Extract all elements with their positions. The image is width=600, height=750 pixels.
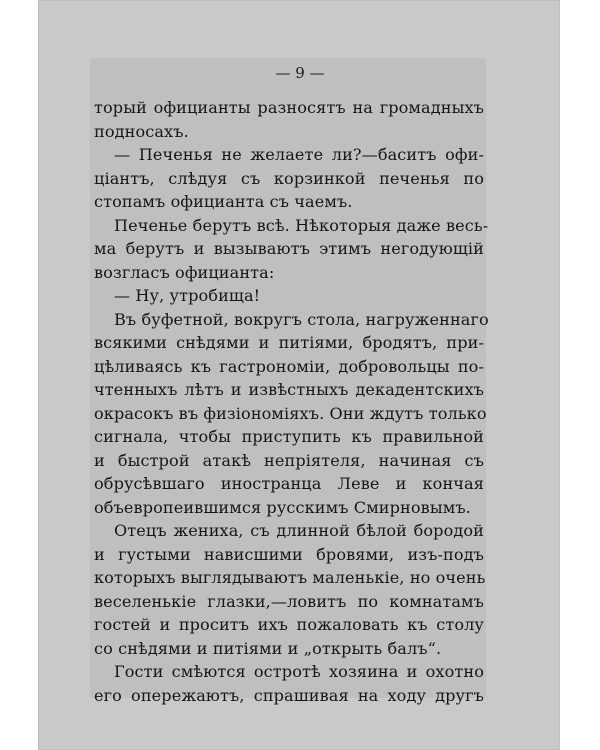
text-line: которыхъ выглядываютъ маленькіе, но очень xyxy=(94,568,486,587)
text-line: и густыми нависшими бровями, изъ-подъ xyxy=(94,544,484,564)
text-line: стопамъ официанта съ чаемъ. xyxy=(94,192,353,211)
text-line: чтенныхъ лѣтъ и извѣстныхъ декадентскихъ xyxy=(94,380,484,399)
text-line: и быстрой атакѣ непріятеля, начиная съ xyxy=(94,450,484,470)
text-line: веселенькіе глазки,—ловитъ по комнатамъ xyxy=(94,591,484,611)
text-line: ціантъ, слѣдуя съ корзинкой печенья по xyxy=(94,168,484,188)
text-line: торый официанты разносятъ на громадныхъ xyxy=(94,98,484,117)
text-line: обрусѣвшаго иностранца Леве и кончая xyxy=(94,474,484,493)
page-number: — 9 — xyxy=(275,64,325,82)
text-line: окрасокъ въ физіономіяхъ. Они ждутъ только xyxy=(94,403,487,423)
text-line: Гости смѣются остротѣ хозяина и охотно xyxy=(114,662,484,681)
text-line: Отецъ жениха, съ длинной бѣлой бородой xyxy=(114,521,484,540)
text-line: — Ну, утробища! xyxy=(114,286,261,305)
text-line: всякими снѣдями и питіями, бродятъ, при- xyxy=(94,333,484,352)
body-text xyxy=(94,96,489,707)
text-line: возгласъ официанта: xyxy=(94,262,275,282)
text-line: подносахъ. xyxy=(94,121,189,141)
text-line: его опережаютъ, спрашивая на ходу другъ xyxy=(94,685,484,705)
text-line: со снѣдями и питіями и „открыть балъ“. xyxy=(94,638,442,658)
text-line: Въ буфетной, вокругъ стола, нагруженнаго xyxy=(114,309,489,329)
text-line: ма берутъ и вызываютъ этимъ негодующій xyxy=(94,239,484,258)
text-line: сигнала, чтобы приступить къ правильной xyxy=(94,427,484,446)
text-line: — Печенья не желаете ли?—баситъ офи- xyxy=(114,145,484,164)
text-line: гостей и проситъ ихъ пожаловать къ столу xyxy=(94,615,484,634)
text-line: цѣливаясь къ гастрономіи, добровольцы по- xyxy=(94,356,484,376)
text-line: Печенье берутъ всѣ. Нѣкоторыя даже весь- xyxy=(114,215,489,235)
text-line: объевропеившимся русскимъ Смирновымъ. xyxy=(94,497,471,517)
